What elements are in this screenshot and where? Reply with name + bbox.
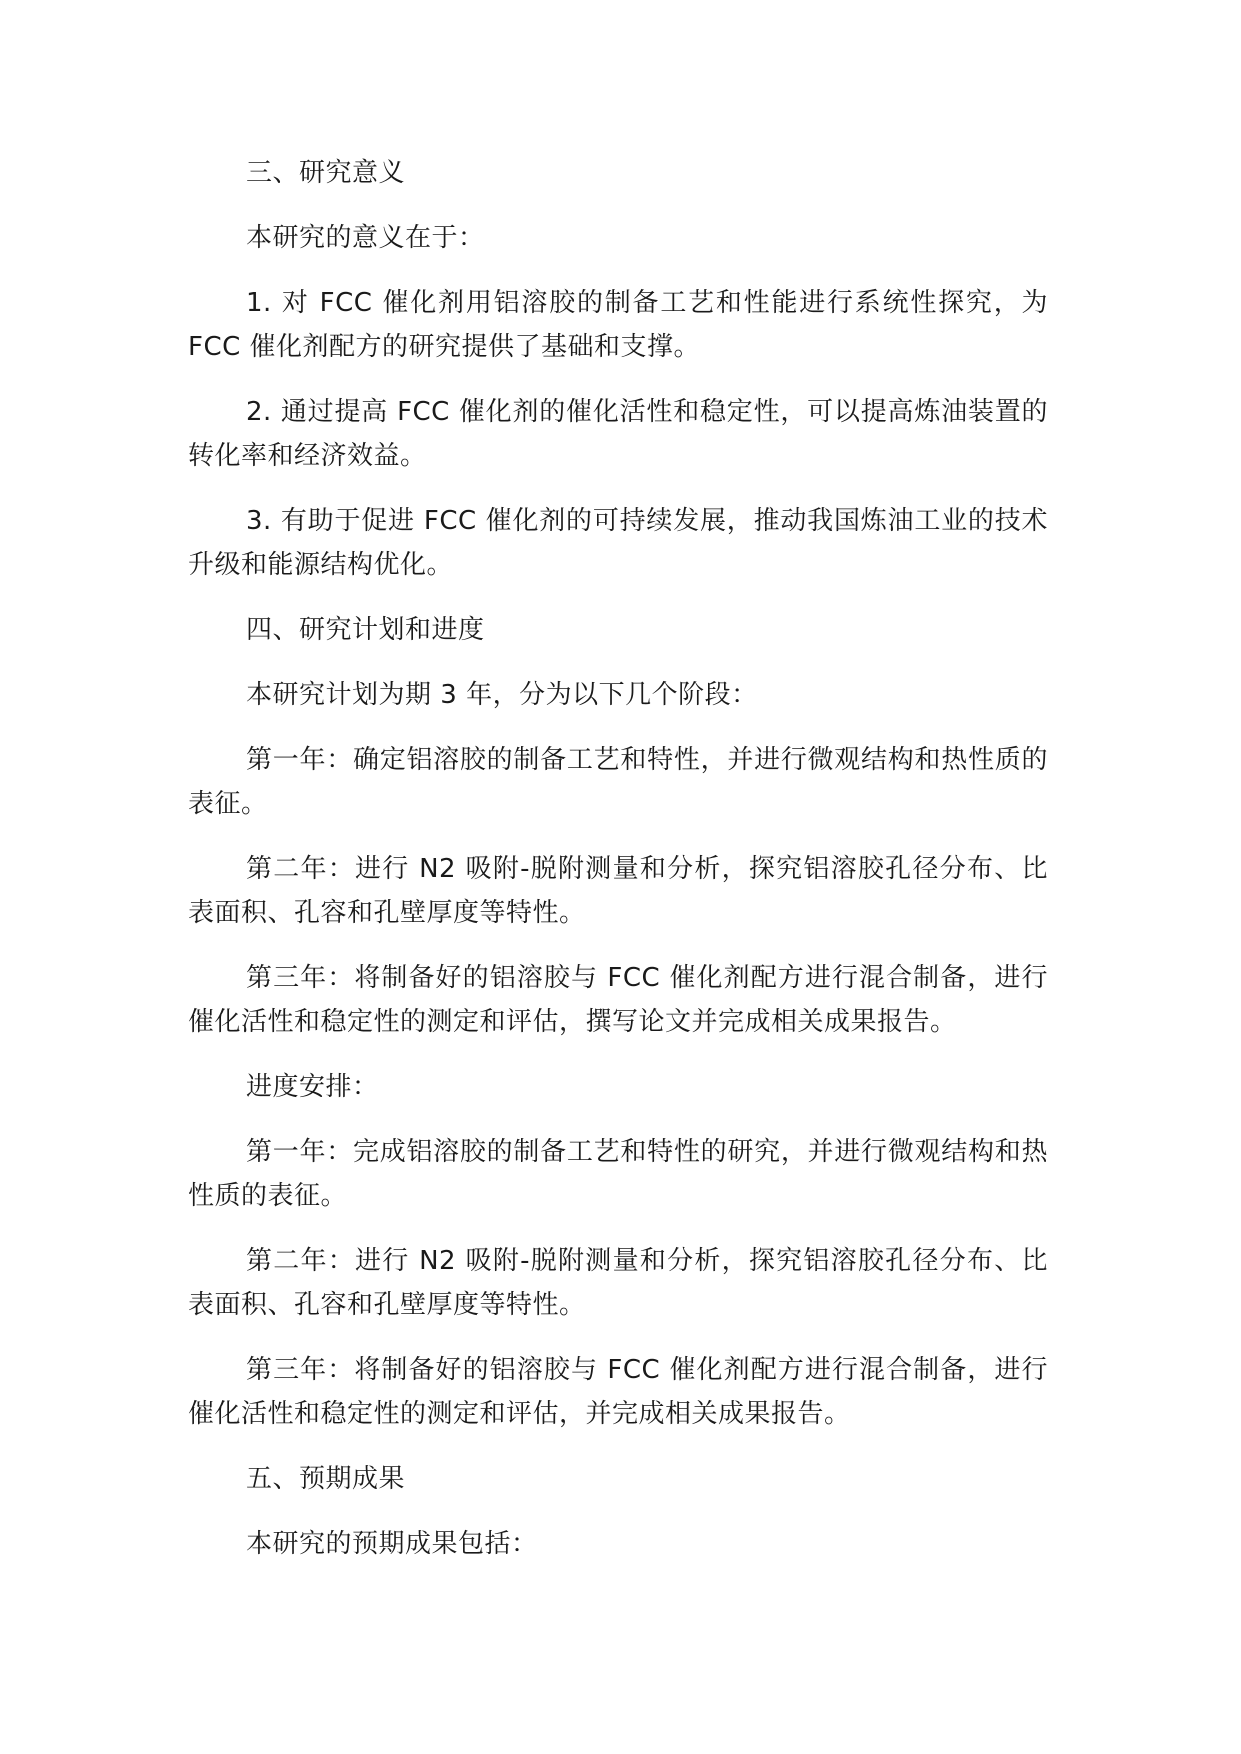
- paragraph: 本研究的意义在于：: [246, 223, 485, 253]
- plan-item: 第二年：进行 N2 吸附-脱附测量和分析，探究铝溶胶孔径分布、比表面积、孔容和孔壁厚度等特性。: [188, 854, 1048, 928]
- schedule-item: 第一年：完成铝溶胶的制备工艺和特性的研究，并进行微观结构和热性质的表征。: [188, 1137, 1048, 1211]
- paragraph: 本研究的预期成果包括：: [246, 1529, 538, 1559]
- document-body: [188, 151, 1048, 1587]
- plan-item: 第一年：确定铝溶胶的制备工艺和特性，并进行微观结构和热性质的表征。: [188, 745, 1048, 819]
- section-heading-outcomes: 五、预期成果: [246, 1464, 406, 1494]
- list-item: 3. 有助于促进 FCC 催化剂的可持续发展，推动我国炼油工业的技术升级和能源结构优化。: [188, 506, 1048, 580]
- list-item: 1. 对 FCC 催化剂用铝溶胶的制备工艺和性能进行系统性探究，为 FCC 催化剂配方的研究提供了基础和支撑。: [188, 288, 1048, 362]
- schedule-item: 第二年：进行 N2 吸附-脱附测量和分析，探究铝溶胶孔径分布、比表面积、孔容和孔壁厚度等特性。: [188, 1246, 1048, 1320]
- paragraph: 本研究计划为期 3 年，分为以下几个阶段：: [246, 680, 758, 710]
- section-heading-plan: 四、研究计划和进度: [246, 615, 485, 645]
- section-heading-significance: 三、研究意义: [246, 158, 406, 188]
- plan-item: 第三年：将制备好的铝溶胶与 FCC 催化剂配方进行混合制备，进行催化活性和稳定性的测定和评估，撰写论文并完成相关成果报告。: [188, 963, 1048, 1037]
- list-item: 2. 通过提高 FCC 催化剂的催化活性和稳定性，可以提高炼油装置的转化率和经济效益。: [188, 397, 1048, 471]
- paragraph: 进度安排：: [246, 1072, 379, 1102]
- schedule-item: 第三年：将制备好的铝溶胶与 FCC 催化剂配方进行混合制备，进行催化活性和稳定性的测定和评估，并完成相关成果报告。: [188, 1355, 1048, 1429]
